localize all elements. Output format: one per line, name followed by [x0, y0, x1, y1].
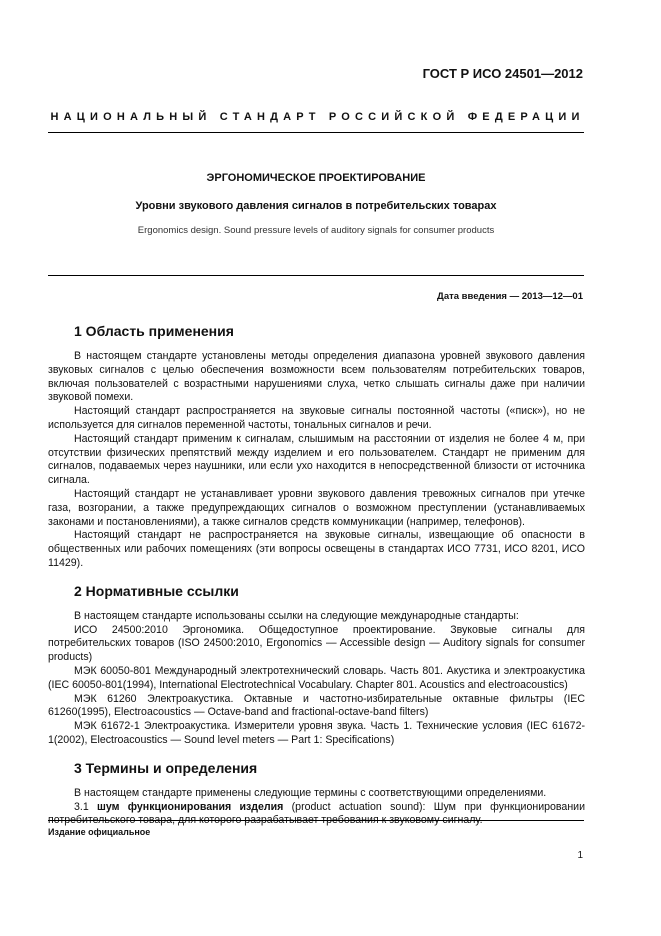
section-1-paragraph: В настоящем стандарте установлены методы определения диапазона уровней звукового давления звуковых сигналов с целью обеспечения возможности всем пользователям потребительских товаров, включая пользователей с возрастными нарушениями слуха, четко слышать сигналы даже при наличии звуковой помехи. [48, 350, 585, 404]
normative-reference: МЭК 60050-801 Международный электротехнический словарь. Часть 801. Акустика и электроакустика (IEC 60050-801(1994), International Electrotechnical Vocabulary. Chapter 801. Acoustics and electroacoustics) [48, 664, 585, 691]
section-1-paragraph: Настоящий стандарт не устанавливает уровни звукового давления тревожных сигналов при утечке газа, возгорании, а также предупреждающих сигналов о возможном преступлении (устанавливаемых законами и постановлениями), а также сигналов средств коммуникации (например, телефонов). [48, 487, 585, 528]
section-1-paragraph: Настоящий стандарт не распространяется на звуковые сигналы, извещающие об опасности в общественных или рабочих помещениях (эти вопросы освещены в стандартах ИСО 7731, ИСО 8201, ИСО 11429). [48, 529, 585, 569]
section-1-paragraph: Настоящий стандарт распространяется на звуковые сигналы постоянной частоты («писк»), но не используется для сигналов переменной частоты, тональных сигналов и речи. [48, 405, 585, 431]
section-1-paragraph: Настоящий стандарт применим к сигналам, слышимым на расстоянии от изделия не более 4 м, при отсутствии физических препятствий между изделием и его пользователем. Стандарт не применим для сигналов, подаваемых через наушники, или если ухо находится в непосредственной близости от источника сигнала. [48, 432, 585, 487]
footer-divider [48, 820, 584, 821]
normative-reference: МЭК 61672-1 Электроакустика. Измерители уровня звука. Часть 1. Технические условия (IEC 61672-1(2002), Electroacoustics — Sound level meters — Part 1: Specifications) [48, 720, 585, 746]
top-divider [48, 132, 584, 133]
title-divider [48, 275, 584, 276]
normative-reference: ИСО 24500:2010 Эргономика. Общедоступное проектирование. Звуковые сигналы для потребительских товаров (ISO 24500:2010, Ergonomics — Accessible design — Auditory signals for consumer products) [48, 623, 585, 664]
document-subtitle: Уровни звукового давления сигналов в потребительских товарах [135, 200, 497, 212]
edition-label: Издание официальное [48, 827, 151, 837]
term-definition [48, 801, 585, 829]
section-2-heading: 2 Нормативные ссылки [74, 582, 239, 599]
national-standard-banner: НАЦИОНАЛЬНЫЙ СТАНДАРТ РОССИЙСКОЙ ФЕДЕРАЦИИ [50, 111, 585, 123]
document-title: ЭРГОНОМИЧЕСКОЕ ПРОЕКТИРОВАНИЕ [206, 172, 426, 184]
document-code: ГОСТ Р ИСО 24501—2012 [422, 66, 583, 81]
normative-reference: МЭК 61260 Электроакустика. Октавные и частотно-избирательные октавные фильтры (IEC 61260(1995), Electroacoustics — Octave-band and fractional-octave-band filters) [48, 692, 585, 719]
section-1-heading: 1 Область применения [74, 323, 234, 339]
term-number: 3.1 [74, 800, 98, 813]
section-3-paragraph: В настоящем стандарте применены следующие термины с соответствующими определениями. [74, 786, 547, 799]
section-2-paragraph: В настоящем стандарте использованы ссылки на следующие международные стандарты: [74, 609, 519, 622]
term-text: (product actuation sound): Шум при функционировании потребительского товара, для которого разрабатывает требования к звуковому сигналу. [48, 800, 586, 827]
page-number: 1 [577, 850, 583, 861]
term-name: шум функционирования изделия [97, 800, 284, 813]
introduction-date: Дата введения — 2013—12—01 [437, 291, 583, 302]
section-3-heading: 3 Термины и определения [74, 759, 258, 776]
document-body [48, 322, 585, 828]
document-title-english: Ergonomics design. Sound pressure levels of auditory signals for consumer products [137, 225, 495, 236]
